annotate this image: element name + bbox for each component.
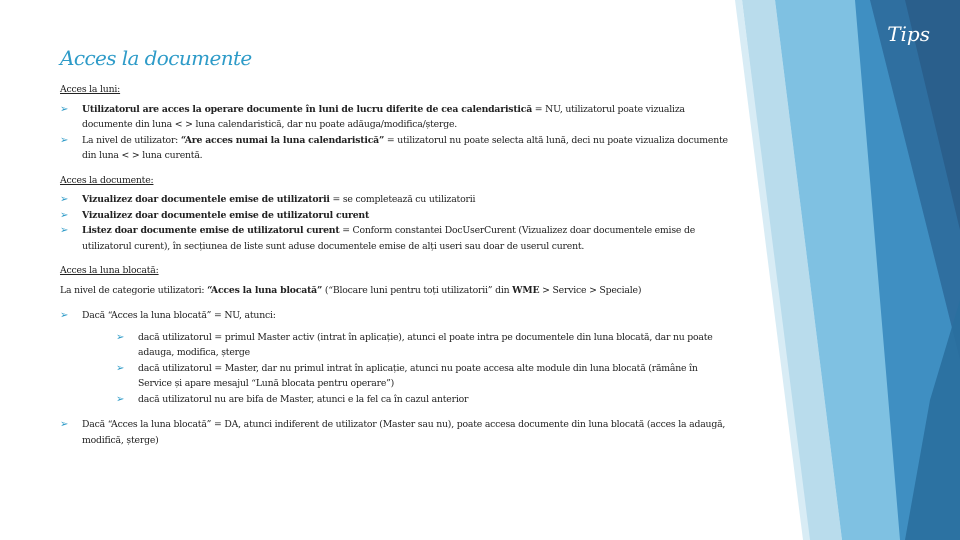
- document-body: [60, 82, 730, 448]
- list-item: [60, 133, 730, 164]
- item-text: dacă utilizatorul nu are bifa de Master, atunci e la fel ca în cazul anterior: [138, 393, 469, 405]
- documente-list: [60, 192, 730, 254]
- arrow-bullet-icon: ➢: [60, 134, 69, 146]
- item-text: dacă utilizatorul = Master, dar nu primul intrat în aplicație, atunci nu poate accesa alte module din luna blocată (rămâne în Service și apare mesajul “Lună blocata pentru operare”): [138, 362, 698, 389]
- section-heading-documente: Acces la documente:: [60, 174, 154, 186]
- blocata-list: [60, 308, 730, 448]
- arrow-bullet-icon: ➢: [116, 393, 125, 405]
- blocata-sublist: [116, 330, 730, 408]
- luni-list: [60, 102, 730, 164]
- list-item: [60, 308, 730, 407]
- arrow-bullet-icon: ➢: [60, 419, 69, 430]
- arrow-bullet-icon: ➢: [60, 194, 69, 205]
- arrow-bullet-icon: ➢: [116, 362, 125, 374]
- arrow-bullet-icon: ➢: [60, 103, 69, 115]
- bold-text: Listez doar documente emise de utilizatorul curent: [82, 225, 340, 236]
- bold-text: “Acces la luna blocată”: [207, 284, 323, 296]
- item-text: dacă utilizatorul = primul Master activ (intrat în aplicație), atunci el poate intra pe documentele din luna blocată, dar nu poate adauga, modifica, șterge: [138, 331, 713, 358]
- item-text: La nivel de utilizator:: [82, 134, 181, 146]
- arrow-bullet-icon: ➢: [60, 209, 69, 221]
- intro-text: > Service > Speciale): [539, 284, 642, 296]
- section-heading-blocata: Acces la luna blocată:: [60, 265, 159, 276]
- sub-list-item: [116, 330, 730, 361]
- list-item: [60, 208, 730, 224]
- sub-list-item: [116, 392, 730, 408]
- sub-list-item: [116, 361, 730, 392]
- item-text: = utilizatorul nu poate selecta altă lună, deci nu poate vizualiza documente din luna < > luna curentă.: [82, 134, 728, 161]
- intro-text: (“Blocare luni pentru toți utilizatorii” din: [322, 284, 513, 296]
- arrow-bullet-icon: ➢: [60, 310, 69, 321]
- bold-text: Vizualizez doar documentele emise de utilizatorii: [82, 194, 330, 205]
- arrow-bullet-icon: ➢: [60, 225, 69, 236]
- list-item: [60, 192, 730, 208]
- bold-text: “Are acces numai la luna calendaristică”: [180, 134, 385, 146]
- section-heading-luni: Acces la luni:: [60, 84, 121, 95]
- item-text: = NU, utilizatorul poate vizualiza documente din luna < > luna calendaristică, dar nu poate adăuga/modifica/șterge.: [82, 103, 685, 130]
- tips-label: Tips: [887, 22, 930, 46]
- list-item: [60, 223, 730, 254]
- bold-text: WME: [512, 284, 540, 296]
- page-title: Acces la documente: [60, 46, 252, 70]
- bold-text: Vizualizez doar documentele emise de utilizatorul curent: [82, 209, 370, 221]
- blocata-intro: [60, 283, 730, 299]
- item-text: Dacă “Acces la luna blocată” = NU, atunci:: [82, 310, 276, 321]
- bold-text: Utilizatorul are acces la operare documente în luni de lucru diferite de cea calendaristică: [82, 103, 533, 115]
- list-item: [60, 417, 730, 448]
- intro-text: La nivel de categorie utilizatori:: [60, 284, 208, 296]
- item-text: = se completează cu utilizatorii: [329, 194, 476, 205]
- arrow-bullet-icon: ➢: [116, 331, 125, 343]
- item-text: Dacă “Acces la luna blocată” = DA, atunci indiferent de utilizator (Master sau nu), poate accesa documente din luna blocată (acces la adaugă, modifică, șterge): [82, 419, 726, 446]
- list-item: [60, 102, 730, 133]
- item-text: = Conform constantei DocUserCurent (Vizualizez doar documentele emise de utilizatorul curent), în secțiunea de liste sunt aduse documentele emise de alți useri sau doar de userul curent.: [82, 225, 695, 252]
